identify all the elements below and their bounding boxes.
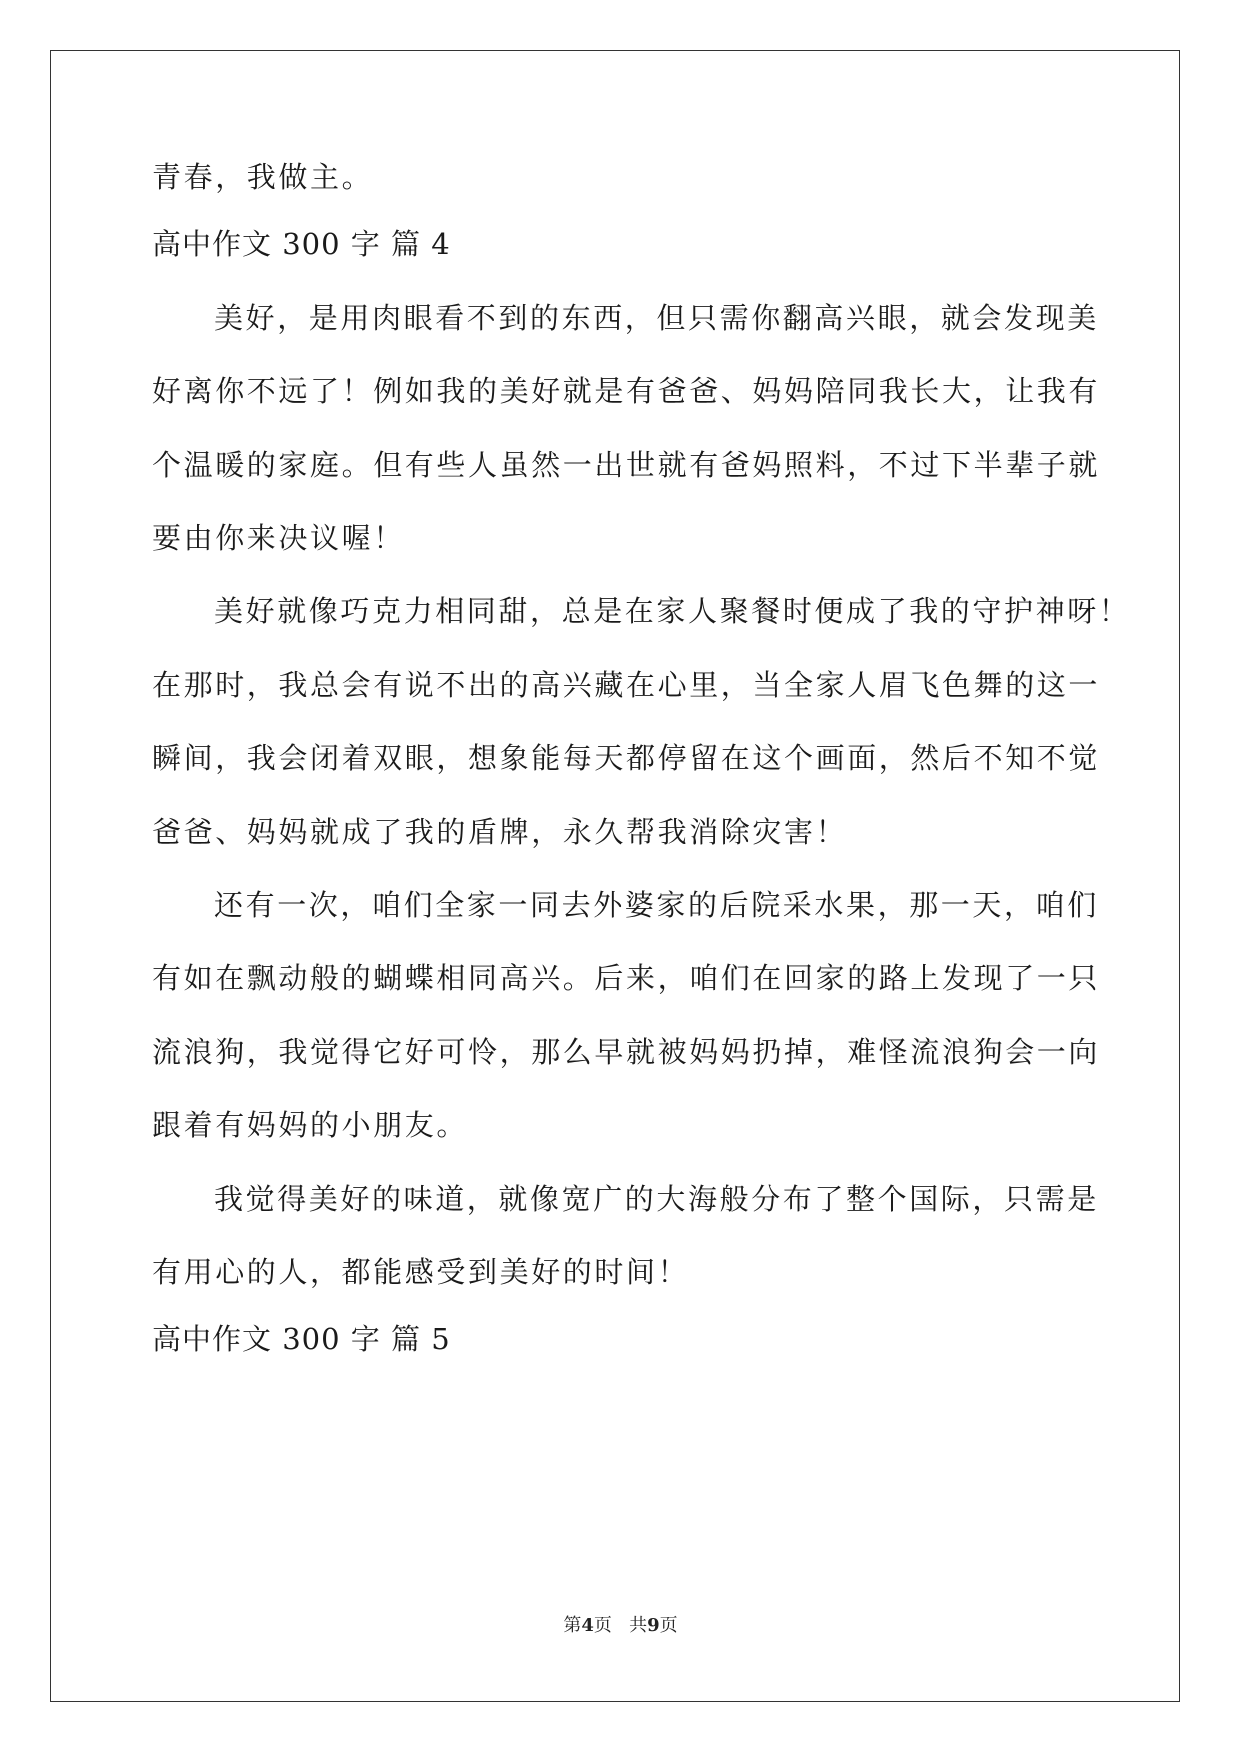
paragraph-line: 在那时，我总会有说不出的高兴藏在心里，当全家人眉飞色舞的这一 [152, 668, 1101, 702]
paragraph-line: 瞬间，我会闭着双眼，想象能每天都停留在这个画面，然后不知不觉 [152, 741, 1101, 775]
paragraph-line: 爸爸、妈妈就成了我的盾牌，永久帮我消除灾害！ [152, 815, 848, 849]
paragraph-line: 跟着有妈妈的小朋友。 [152, 1108, 469, 1142]
total-pages-number: 9 [647, 1615, 660, 1636]
paragraph-line: 好离你不远了！例如我的美好就是有爸爸、妈妈陪同我长大，让我有 [152, 374, 1101, 408]
footer-middle: 页 共 [593, 1615, 648, 1636]
paragraph-line: 我觉得美好的味道，就像宽广的大海般分布了整个国际，只需是 [214, 1182, 1099, 1216]
paragraph-line: 有用心的人，都能感受到美好的时间！ [152, 1255, 690, 1289]
page-footer [0, 1614, 1241, 1638]
paragraph-line: 个温暖的家庭。但有些人虽然一出世就有爸妈照料，不过下半辈子就 [152, 448, 1101, 482]
section-heading: 高中作文 300 字 篇 4 [152, 227, 451, 261]
paragraph-line: 还有一次，咱们全家一同去外婆家的后院采水果，那一天，咱们 [214, 888, 1099, 922]
paragraph-line: 美好，是用肉眼看不到的东西，但只需你翻高兴眼，就会发现美 [214, 301, 1099, 335]
footer-prefix: 第 [563, 1615, 582, 1636]
paragraph-line: 流浪狗，我觉得它好可怜，那么早就被妈妈扔掉，难怪流浪狗会一向 [152, 1035, 1101, 1069]
paragraph-line: 美好就像巧克力相同甜，总是在家人聚餐时便成了我的守护神呀！ [214, 594, 1131, 628]
paragraph-line: 有如在飘动般的蝴蝶相同高兴。后来，咱们在回家的路上发现了一只 [152, 961, 1101, 995]
section-heading: 高中作文 300 字 篇 5 [152, 1322, 451, 1356]
page-border [50, 50, 1180, 1702]
paragraph-line: 要由你来决议喔！ [152, 521, 405, 555]
current-page-number: 4 [581, 1615, 594, 1636]
paragraph-line: 青春，我做主。 [152, 160, 374, 194]
footer-suffix: 页 [659, 1615, 678, 1636]
